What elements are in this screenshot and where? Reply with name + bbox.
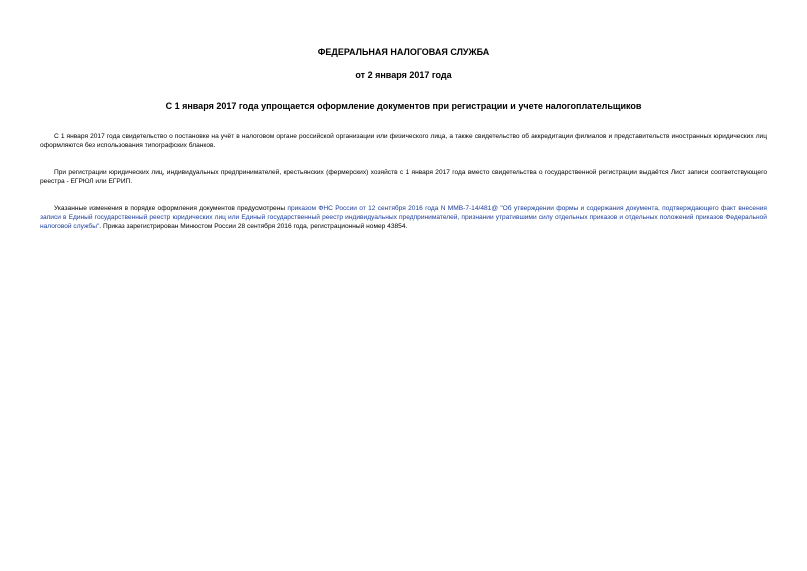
document-body <box>40 132 767 231</box>
paragraph-1: С 1 января 2017 года свидетельство о постановке на учёт в налоговом органе российской организации или физического лица, а также свидетельство об аккредитации филиалов и представительств иностранных юридических лиц оформляются без использования типографских бланков. <box>40 133 767 149</box>
document-date: от 2 января 2017 года <box>355 70 452 80</box>
paragraph-3-intro: Указанные изменения в порядке оформления документов предусмотрены <box>54 205 288 212</box>
document-title: С 1 января 2017 года упрощается оформление документов при регистрации и учете налогоплательщиков <box>165 101 642 111</box>
agency-heading: ФЕДЕРАЛЬНАЯ НАЛОГОВАЯ СЛУЖБА <box>317 47 490 57</box>
paragraph-2: При регистрации юридических лиц, индивидуальных предпринимателей, крестьянских (фермерских) хозяйств с 1 января 2017 года вместо свидетельства о государственной регистрации выдаётся Лист записи соответствующего реестра - ЕГРЮЛ или ЕГРИП. <box>40 169 767 185</box>
paragraph-3 <box>40 204 767 231</box>
paragraph-3-outro: . Приказ зарегистрирован Минюстом России 28 сентября 2016 года, регистрационный номер 43854. <box>99 223 408 230</box>
order-link[interactable]: приказом ФНС России от 12 сентября 2016 года N ММВ-7-14/481@ "Об утверждении формы и содержания документа, подтверждающего факт внесения записи в Единый государственный реестр юридических лиц или Единый государственный реестр индивидуальных предпринимателей, признании утратившими силу отдельных приказов и отдельных положений приказов Федеральной налоговой службы" <box>40 205 767 230</box>
